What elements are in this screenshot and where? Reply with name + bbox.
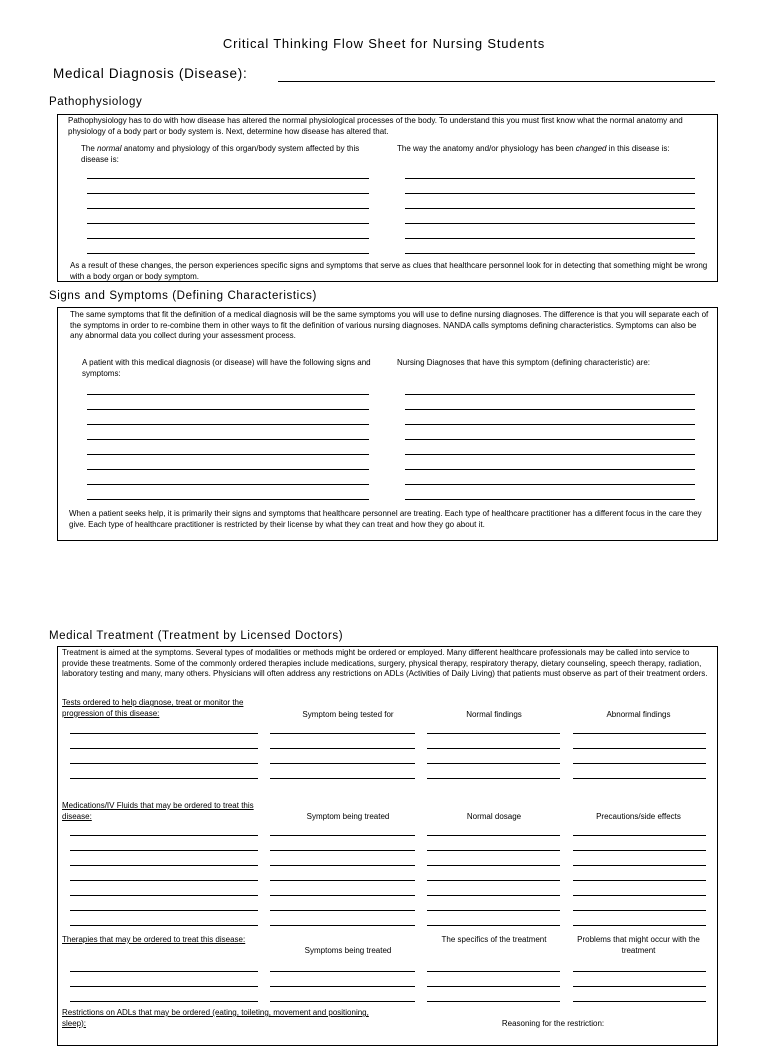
tests-col-abnormal: Abnormal findings — [606, 710, 671, 719]
medications-label: Medications/IV Fluids that may be ordered to treat this disease: — [62, 801, 254, 821]
therapies-col-problems: Problems that might occur with the treatment — [577, 935, 700, 955]
diagnosis-field[interactable] — [278, 81, 715, 82]
nursing-diagnoses-prompt: Nursing Diagnoses that have this symptom (defining characteristic) are: — [397, 358, 650, 367]
normal-anatomy-prompt: The normal anatomy and physiology of this organ/body system affected by this disease is: — [81, 144, 360, 164]
diagnosis-label: Medical Diagnosis (Disease): — [53, 66, 248, 81]
medical-treatment-heading: Medical Treatment (Treatment by Licensed Doctors) — [49, 630, 344, 642]
pathophysiology-intro: Pathophysiology has to do with how disease has altered the normal physiological processes of the body. To understand this you must first know what the normal anatomy and physiology of a body part or body system is. Next, determine how disease has altered that. — [68, 116, 683, 136]
restrictions-label: Restrictions on ADLs that may be ordered (eating, toileting, movement and positioning, sleep): — [62, 1008, 369, 1028]
therapies-label: Therapies that may be ordered to treat this disease: — [62, 935, 246, 944]
signs-symptoms-heading: Signs and Symptoms (Defining Characteristics) — [49, 290, 317, 302]
patient-symptoms-prompt: A patient with this medical diagnosis (or disease) will have the following signs and symptoms: — [82, 358, 371, 378]
page-title: Critical Thinking Flow Sheet for Nursing Students — [222, 36, 546, 51]
tests-label: Tests ordered to help diagnose, treat or monitor the progression of this disease: — [62, 698, 244, 718]
signs-symptoms-box — [57, 307, 718, 541]
tests-col-symptom: Symptom being tested for — [302, 710, 394, 719]
pathophysiology-footer: As a result of these changes, the person experiences specific signs and symptoms that serve as clues that healthcare personnel look for in detecting that something might be wrong with a body organ or body symptom. — [70, 261, 708, 281]
meds-col-symptom: Symptom being treated — [306, 812, 390, 821]
medical-treatment-intro: Treatment is aimed at the symptoms. Several types of modalities or methods might be ordered or employed. Many different healthcare professionals may be called into service to provide these treatments. Some of the commonly ordered therapies include medications, surgery, physical therapy, respiratory therapy, dietary counseling, speech therapy, radiation, laboratory testing and many, many others. Physicians will often address any restrictions on ADLs (Activities of Daily Living) that patients must observe as part of their treatment orders. — [62, 648, 708, 679]
restrictions-col-reasoning: Reasoning for the restriction: — [501, 1019, 605, 1028]
therapies-col-symptoms: Symptoms being treated — [304, 946, 392, 955]
changed-anatomy-prompt: The way the anatomy and/or physiology has been changed in this disease is: — [397, 144, 670, 153]
pathophysiology-box — [57, 114, 718, 282]
therapies-col-specifics: The specifics of the treatment — [441, 935, 547, 944]
pathophysiology-heading: Pathophysiology — [49, 96, 143, 108]
signs-symptoms-footer: When a patient seeks help, it is primarily their signs and symptoms that healthcare personnel are treating. Each type of healthcare practitioner has a different focus in the care they give. Each type of healthcare practitioner is restricted by their license by what they can treat and how they go about it. — [69, 509, 702, 529]
signs-symptoms-intro: The same symptoms that fit the definition of a medical diagnosis will be the same symptoms you will use to define nursing diagnoses. The difference is that you will separate each of the symptoms in order to re-combine them in other ways to fit the definition of various nursing diagnoses. NANDA calls symptoms defining characteristics. Symptoms can also be any abnormal data you collect during your assessment process. — [70, 310, 709, 341]
meds-col-dosage: Normal dosage — [466, 812, 522, 821]
medical-treatment-box — [57, 646, 718, 1046]
tests-col-normal: Normal findings — [466, 710, 522, 719]
meds-col-precautions: Precautions/side effects — [596, 812, 681, 821]
